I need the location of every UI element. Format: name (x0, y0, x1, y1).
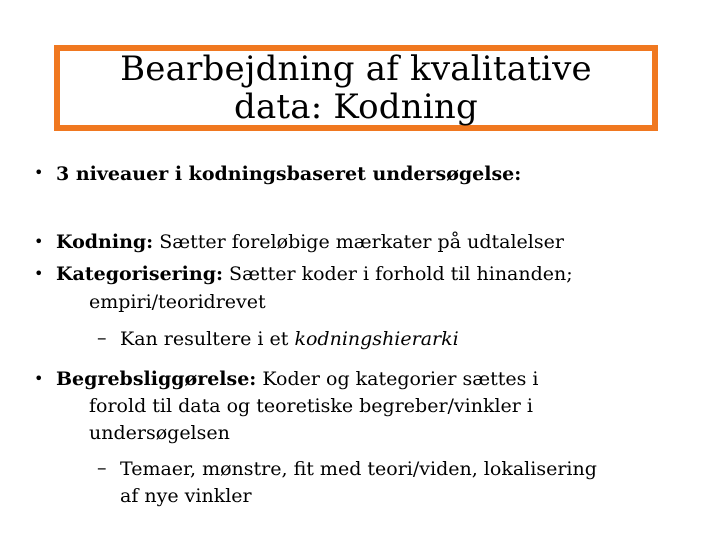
dash-kategorisering: – (97, 327, 107, 349)
item-begrebsliggorelse-text: Koder og kategorier sættes i (256, 368, 539, 390)
sub-kategorisering-text: Kan resultere i et (120, 328, 295, 350)
item-kategorisering-line-1 (56, 262, 573, 287)
item-begrebsliggorelse-line-3: undersøgelsen (89, 422, 230, 444)
title-line-2: data: Kodning (233, 87, 478, 127)
item-kodning-text: Sætter foreløbige mærkater på udtalelser (153, 231, 564, 253)
bullet-kodning: • (34, 232, 44, 251)
bullet-intro: • (34, 163, 44, 182)
title-box (54, 45, 658, 131)
sub-kategorisering (120, 327, 459, 352)
bullet-kategorisering: • (34, 264, 44, 283)
item-kategorisering-term: Kategorisering: (56, 263, 224, 285)
slide-title (120, 50, 592, 126)
title-line-1: Bearbejdning af kvalitative (120, 49, 592, 89)
intro-label: 3 niveauer i kodningsbaseret undersøgelse: (56, 163, 522, 185)
dash-begrebsliggorelse: – (97, 457, 107, 479)
sub-begrebsliggorelse-line-1: Temaer, mønstre, fit med teori/viden, lokalisering (120, 458, 597, 480)
item-kodning (56, 230, 564, 255)
sub-begrebsliggorelse-line-2: af nye vinkler (120, 485, 252, 507)
item-begrebsliggorelse-term: Begrebsliggørelse: (56, 368, 257, 390)
intro-text (56, 162, 521, 187)
item-begrebsliggorelse-line-1 (56, 367, 538, 392)
item-kategorisering-line-2: empiri/teoridrevet (89, 291, 266, 313)
sub-kategorisering-italic: kodningshierarki (294, 328, 459, 350)
item-kategorisering-text: Sætter koder i forhold til hinanden; (223, 263, 573, 285)
bullet-begrebsliggorelse: • (34, 369, 44, 388)
item-begrebsliggorelse-line-2: forold til data og teoretiske begreber/vinkler i (89, 395, 534, 417)
item-kodning-term: Kodning: (56, 231, 154, 253)
